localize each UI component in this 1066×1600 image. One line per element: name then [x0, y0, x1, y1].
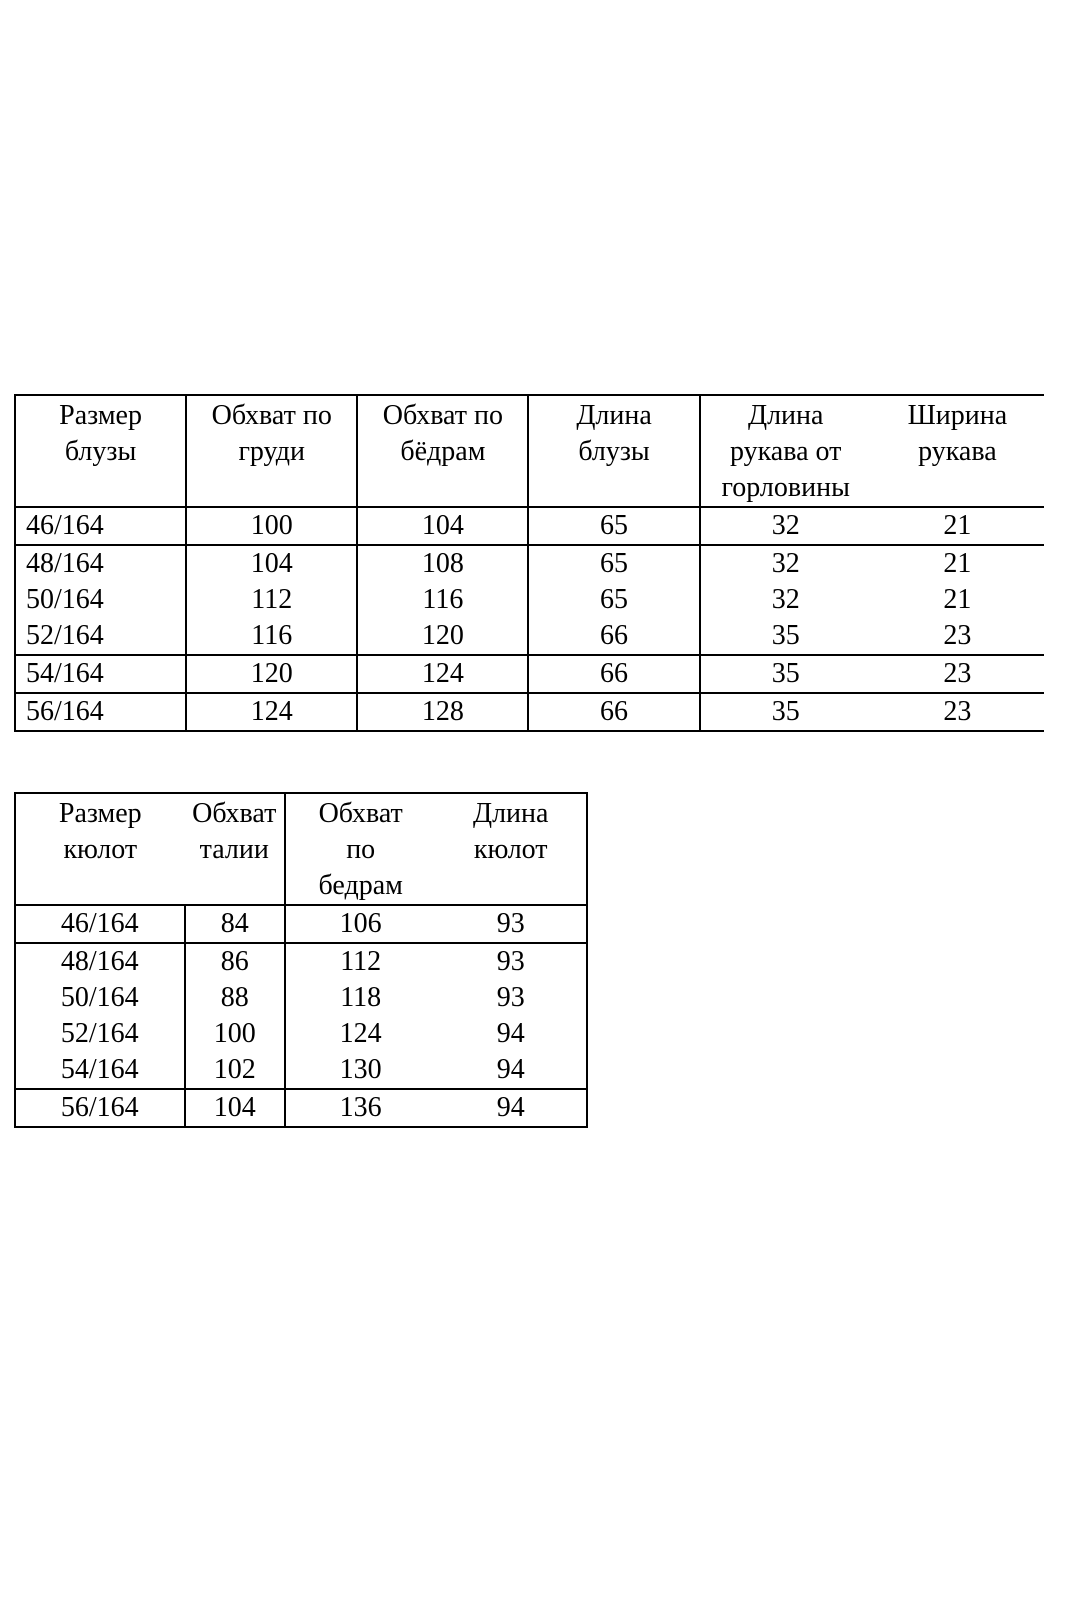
hips-cell: 128 [357, 693, 528, 731]
waist-cell: 86 [185, 943, 285, 980]
hips-cell: 136 [339, 1092, 382, 1123]
sleeve-length-cell: 35 [700, 655, 871, 693]
table-row [15, 507, 1044, 545]
blouse-size-table [14, 394, 1044, 732]
hips-cell: 108 [357, 545, 528, 582]
length-cell: 66 [528, 618, 699, 655]
hips-cell: 116 [357, 582, 528, 618]
size-cell: 52/164 [15, 1016, 185, 1052]
size-cell: 48/164 [15, 943, 185, 980]
table-row [15, 1089, 587, 1127]
table-row [15, 1052, 587, 1089]
sleeve-width-cell: 23 [871, 655, 1044, 693]
size-cell: 50/164 [15, 582, 186, 618]
hips-cell: 104 [357, 507, 528, 545]
table-row [15, 980, 587, 1016]
culottes-size-table [14, 792, 588, 1128]
header-cell: Обхват талии [185, 793, 285, 905]
length-cell: 93 [496, 946, 525, 977]
table-row [15, 618, 1044, 655]
table-row [15, 693, 1044, 731]
length-cell: 65 [528, 545, 699, 582]
hips-cell: 130 [285, 1052, 436, 1089]
waist-cell: 104 [185, 1089, 285, 1127]
waist-cell: 84 [185, 905, 285, 943]
length-cell: 94 [496, 1018, 525, 1049]
header-cell: Ширина рукава [871, 395, 1044, 507]
chest-cell: 116 [186, 618, 357, 655]
sleeve-length-cell: 35 [771, 696, 800, 727]
waist-cell: 100 [185, 1016, 285, 1052]
header-cell: Длина кюлот [435, 793, 587, 905]
length-cell: 66 [528, 693, 699, 731]
hips-cell: 124 [357, 655, 528, 693]
length-cell: 65 [528, 582, 699, 618]
hips-cell: 106 [285, 905, 436, 943]
chest-cell: 100 [186, 507, 357, 545]
table-row [15, 655, 1044, 693]
length-cell: 94 [496, 1092, 525, 1123]
chest-cell: 120 [186, 655, 357, 693]
header-cell: Обхват по груди [186, 395, 357, 507]
hips-cell: 120 [357, 618, 528, 655]
sleeve-width-cell: 23 [871, 618, 1044, 655]
size-cell: 46/164 [15, 905, 185, 943]
table-header-row [15, 793, 587, 905]
sleeve-width-cell: 21 [871, 507, 1044, 545]
table-header-row [15, 395, 1044, 507]
length-cell: 66 [528, 655, 699, 693]
chest-cell: 124 [186, 693, 357, 731]
header-cell: Обхват по бёдрам [357, 395, 528, 507]
sleeve-width-cell: 21 [943, 584, 972, 615]
length-cell: 93 [435, 905, 587, 943]
sleeve-width-cell: 23 [943, 696, 972, 727]
length-cell: 94 [435, 1052, 587, 1089]
table-row [15, 582, 1044, 618]
header-cell: Длина рукава от горловины [700, 395, 871, 507]
sleeve-width-cell: 21 [943, 548, 972, 579]
header-cell: Длина блузы [528, 395, 699, 507]
table-row [15, 1016, 587, 1052]
sleeve-length-cell: 35 [700, 618, 871, 655]
hips-cell: 112 [340, 946, 382, 977]
table-row [15, 905, 587, 943]
sleeve-length-cell: 32 [771, 548, 800, 579]
chest-cell: 112 [186, 582, 357, 618]
size-cell: 46/164 [15, 507, 186, 545]
hips-cell: 124 [339, 1018, 382, 1049]
size-cell: 52/164 [15, 618, 186, 655]
header-cell: Размер кюлот [15, 793, 185, 905]
chest-cell: 104 [186, 545, 357, 582]
table-row [15, 943, 587, 980]
header-cell: Обхват по бедрам [285, 793, 436, 905]
sleeve-length-cell: 32 [700, 507, 871, 545]
hips-cell: 118 [340, 982, 382, 1013]
size-cell: 48/164 [15, 545, 186, 582]
length-cell: 65 [528, 507, 699, 545]
size-cell: 50/164 [15, 980, 185, 1016]
size-cell: 54/164 [15, 1052, 185, 1089]
table-row [15, 545, 1044, 582]
length-cell: 93 [496, 982, 525, 1013]
size-cell: 56/164 [15, 693, 186, 731]
size-cell: 56/164 [15, 1089, 185, 1127]
waist-cell: 102 [185, 1052, 285, 1089]
sleeve-length-cell: 32 [771, 584, 800, 615]
size-cell: 54/164 [15, 655, 186, 693]
header-cell: Размер блузы [15, 395, 186, 507]
waist-cell: 88 [185, 980, 285, 1016]
